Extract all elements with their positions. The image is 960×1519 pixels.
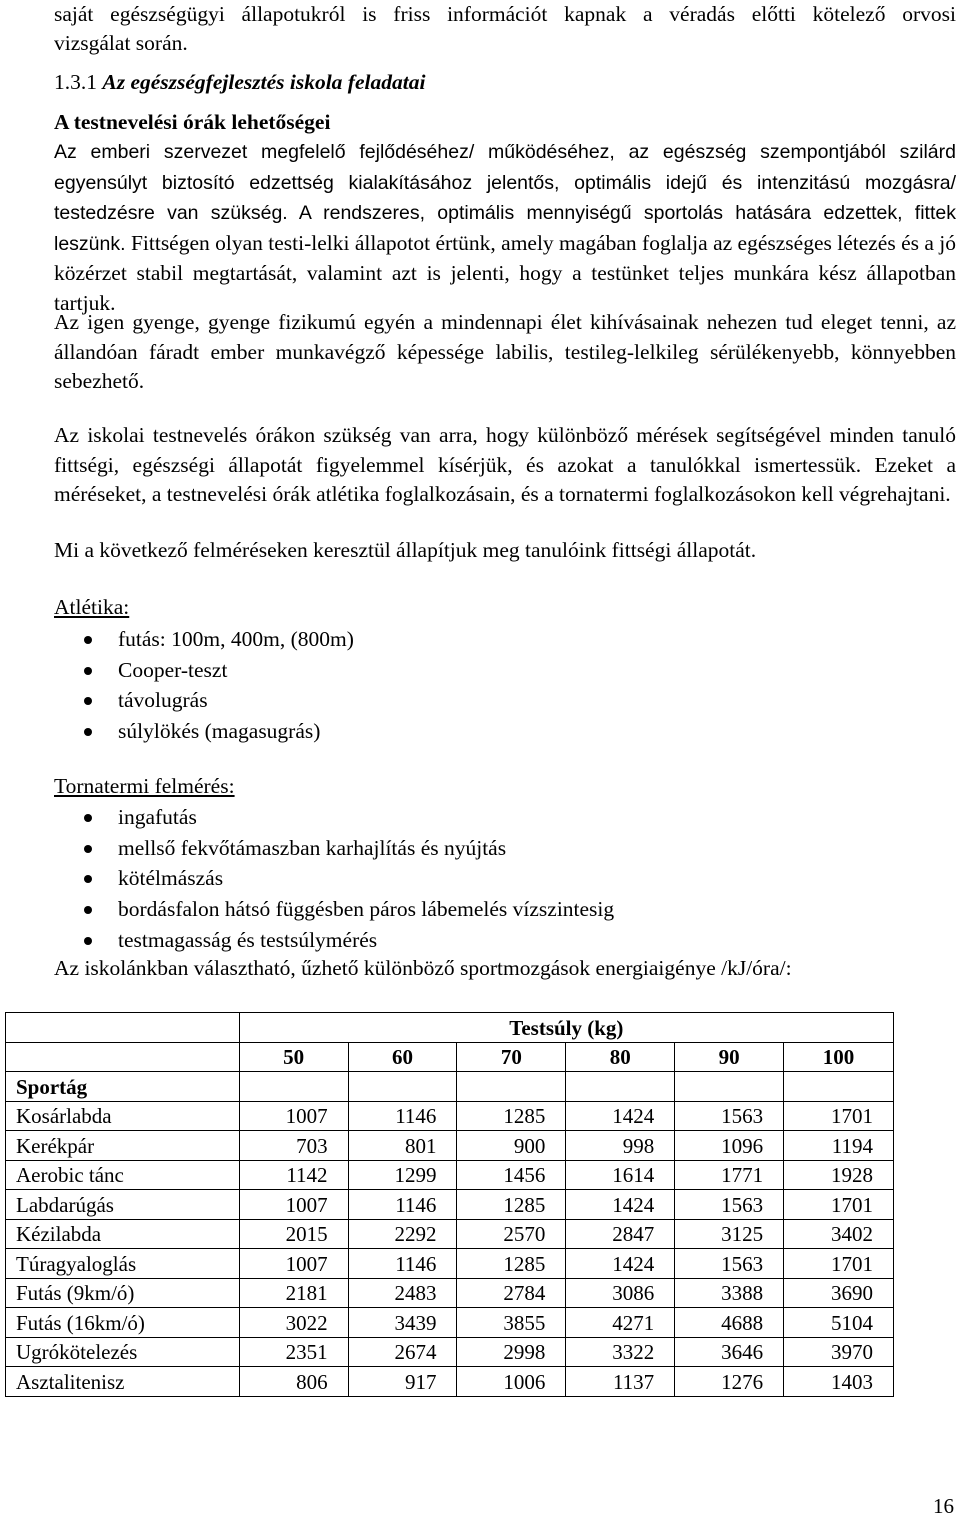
sport-name-cell: Ugrókötelezés (6, 1337, 240, 1367)
weight-header: 70 (457, 1042, 566, 1072)
energy-value-cell: 2847 (566, 1219, 675, 1249)
energy-value-cell: 1285 (457, 1249, 566, 1279)
weight-header: 80 (566, 1042, 675, 1072)
table-row (6, 1308, 894, 1338)
empty-cell (239, 1072, 348, 1102)
energy-value-cell: 4271 (566, 1308, 675, 1338)
energy-value-cell: 3970 (784, 1337, 894, 1367)
energy-value-cell: 1563 (675, 1190, 784, 1220)
sport-column-header: Sportág (6, 1072, 240, 1102)
sport-name-cell: Túragyaloglás (6, 1249, 240, 1279)
table-header-row (6, 1013, 894, 1043)
energy-value-cell: 806 (239, 1367, 348, 1397)
weight-header: 60 (348, 1042, 457, 1072)
empty-cell (457, 1072, 566, 1102)
energy-value-cell: 1007 (239, 1249, 348, 1279)
intro-line-2: vizsgálat során. (54, 31, 188, 55)
list-item: testmagasság és testsúlymérés (54, 925, 614, 956)
table-intro: Az iskolánkban választható, űzhető különböző sportmozgások energiaigénye /kJ/óra/: (54, 956, 792, 980)
gym-list (54, 802, 614, 955)
energy-value-cell: 2181 (239, 1278, 348, 1308)
bullet-icon (84, 697, 92, 705)
empty-cell (675, 1072, 784, 1102)
energy-value-cell: 1424 (566, 1249, 675, 1279)
energy-value-cell: 1194 (784, 1131, 894, 1161)
sport-name-cell: Futás (16km/ó) (6, 1308, 240, 1338)
bullet-icon (84, 906, 92, 914)
bullet-icon (84, 937, 92, 945)
table-row (6, 1190, 894, 1220)
energy-value-cell: 1006 (457, 1367, 566, 1397)
energy-value-cell: 3646 (675, 1337, 784, 1367)
athletics-heading: Atlétika: (54, 595, 130, 619)
sport-name-cell: Futás (9km/ó) (6, 1278, 240, 1308)
energy-value-cell: 3855 (457, 1308, 566, 1338)
empty-cell (348, 1072, 457, 1102)
energy-value-cell: 3388 (675, 1278, 784, 1308)
energy-value-cell: 2483 (348, 1278, 457, 1308)
weight-header: 90 (675, 1042, 784, 1072)
energy-value-cell: 1285 (457, 1101, 566, 1131)
energy-value-cell: 2784 (457, 1278, 566, 1308)
energy-value-cell: 900 (457, 1131, 566, 1161)
energy-value-cell: 3022 (239, 1308, 348, 1338)
weight-group-header: Testsúly (kg) (239, 1013, 893, 1043)
energy-value-cell: 2351 (239, 1337, 348, 1367)
list-item: súlylökés (magasugrás) (54, 716, 354, 747)
energy-value-cell: 2570 (457, 1219, 566, 1249)
energy-value-cell: 801 (348, 1131, 457, 1161)
list-item: ingafutás (54, 802, 614, 833)
sport-name-cell: Kosárlabda (6, 1101, 240, 1131)
table-row (6, 1367, 894, 1397)
list-item: mellső fekvőtámaszban karhajlítás és nyújtás (54, 833, 614, 864)
energy-value-cell: 1007 (239, 1190, 348, 1220)
table-row (6, 1101, 894, 1131)
list-item: bordásfalon hátsó függésben páros lábemelés vízszintesig (54, 894, 614, 925)
page-number: 16 (933, 1494, 954, 1518)
energy-value-cell: 1096 (675, 1131, 784, 1161)
empty-cell (784, 1072, 894, 1102)
table-corner-cell (6, 1013, 240, 1043)
paragraph-weak-physique: Az igen gyenge, gyenge fizikumú egyén a mindennapi élet kihívásainak nehezen tud eleget tenni, az állandóan fáradt ember munkavégző képessége labilis, testileg-lelkileg sérülékenyebb, könnyebben sebezhető. (54, 310, 956, 393)
section-heading: 1.3.1 Az egészségfejlesztés iskola feladatai (54, 70, 426, 94)
energy-value-cell: 5104 (784, 1308, 894, 1338)
energy-value-cell: 3125 (675, 1219, 784, 1249)
table-row (6, 1131, 894, 1161)
weight-header: 50 (239, 1042, 348, 1072)
energy-value-cell: 2015 (239, 1219, 348, 1249)
energy-value-cell: 1456 (457, 1160, 566, 1190)
subtitle: A testnevelési órák lehetőségei (54, 110, 331, 134)
energy-value-cell: 1928 (784, 1160, 894, 1190)
table-weights-row (6, 1042, 894, 1072)
energy-value-cell: 2998 (457, 1337, 566, 1367)
energy-value-cell: 1614 (566, 1160, 675, 1190)
paragraph-fitness-sans: Az emberi szervezet megfelelő fejlődéséhez/ működéséhez, az egészség szempontjából szilárd egyensúlyt biztosító edzettség kialakításához jelentős, optimális idejű és intenzitású mozgásra/ testedzésre van szükség. A rendszeres, optimális mennyiségű sportolás hatására edzettek, fittek leszünk. (54, 141, 956, 255)
list-item: futás: 100m, 400m, (800m) (54, 624, 354, 655)
weight-header: 100 (784, 1042, 894, 1072)
energy-value-cell: 1701 (784, 1249, 894, 1279)
energy-value-cell: 1563 (675, 1249, 784, 1279)
energy-value-cell: 1146 (348, 1249, 457, 1279)
energy-value-cell: 4688 (675, 1308, 784, 1338)
table-row (6, 1249, 894, 1279)
energy-value-cell: 1563 (675, 1101, 784, 1131)
energy-value-cell: 1276 (675, 1367, 784, 1397)
sport-name-cell: Kerékpár (6, 1131, 240, 1161)
bullet-icon (84, 845, 92, 853)
energy-value-cell: 1424 (566, 1101, 675, 1131)
energy-value-cell: 703 (239, 1131, 348, 1161)
energy-value-cell: 1299 (348, 1160, 457, 1190)
energy-value-cell: 3690 (784, 1278, 894, 1308)
sport-name-cell: Asztalitenisz (6, 1367, 240, 1397)
energy-value-cell: 1007 (239, 1101, 348, 1131)
bullet-icon (84, 728, 92, 736)
energy-value-cell: 2292 (348, 1219, 457, 1249)
table-row (6, 1219, 894, 1249)
energy-value-cell: 998 (566, 1131, 675, 1161)
energy-value-cell: 1285 (457, 1190, 566, 1220)
bullet-icon (84, 875, 92, 883)
energy-value-cell: 3439 (348, 1308, 457, 1338)
sport-name-cell: Aerobic tánc (6, 1160, 240, 1190)
energy-value-cell: 1142 (239, 1160, 348, 1190)
energy-value-cell: 1701 (784, 1190, 894, 1220)
table-row (6, 1337, 894, 1367)
list-item: kötélmászás (54, 863, 614, 894)
energy-value-cell: 917 (348, 1367, 457, 1397)
paragraph-assessments: Mi a következő felméréseken keresztül állapítjuk meg tanulóink fittségi állapotát. (54, 538, 757, 562)
athletics-list (54, 624, 354, 747)
sport-name-cell: Kézilabda (6, 1219, 240, 1249)
table-sport-header-row (6, 1072, 894, 1102)
energy-table (5, 1012, 894, 1397)
paragraph-fitness (54, 137, 956, 318)
paragraph-fitness-serif: Fittségen olyan testi-lelki állapotot értünk, amely magában foglalja az egészséges létezés és a jó közérzet stabil megtartását, valamint azt is jelenti, hogy a testünket teljes munkára kész állapotban tartjuk. (54, 230, 957, 315)
table-row (6, 1160, 894, 1190)
bullet-icon (84, 814, 92, 822)
energy-value-cell: 1146 (348, 1190, 457, 1220)
empty-cell (566, 1072, 675, 1102)
energy-value-cell: 1771 (675, 1160, 784, 1190)
table-corner-cell (6, 1042, 240, 1072)
section-title: Az egészségfejlesztés iskola feladatai (102, 70, 426, 94)
energy-value-cell: 1424 (566, 1190, 675, 1220)
sport-name-cell: Labdarúgás (6, 1190, 240, 1220)
energy-value-cell: 1137 (566, 1367, 675, 1397)
bullet-icon (84, 667, 92, 675)
gym-heading: Tornatermi felmérés: (54, 774, 235, 798)
energy-value-cell: 1403 (784, 1367, 894, 1397)
energy-value-cell: 1146 (348, 1101, 457, 1131)
energy-value-cell: 2674 (348, 1337, 457, 1367)
energy-value-cell: 3322 (566, 1337, 675, 1367)
energy-value-cell: 3086 (566, 1278, 675, 1308)
paragraph-school-measurements: Az iskolai testnevelés órákon szükség van arra, hogy különböző mérések segítségével minden tanuló fittségi, egészségi állapotát figyelemmel kísérjük, és azokat a tanulókkal ismertessük. Ezeket a méréseket, a testnevelési órák atlétika foglalkozásain, és a tornatermi foglalkozásokon kell végrehajtani. (54, 423, 956, 506)
bullet-icon (84, 636, 92, 644)
table-body (6, 1101, 894, 1396)
list-item: távolugrás (54, 685, 354, 716)
energy-value-cell: 3402 (784, 1219, 894, 1249)
list-item: Cooper-teszt (54, 655, 354, 686)
table-row (6, 1278, 894, 1308)
energy-value-cell: 1701 (784, 1101, 894, 1131)
intro-line-1: saját egészségügyi állapotukról is friss információt kapnak a véradás előtti kötelező orvosi (54, 2, 956, 26)
